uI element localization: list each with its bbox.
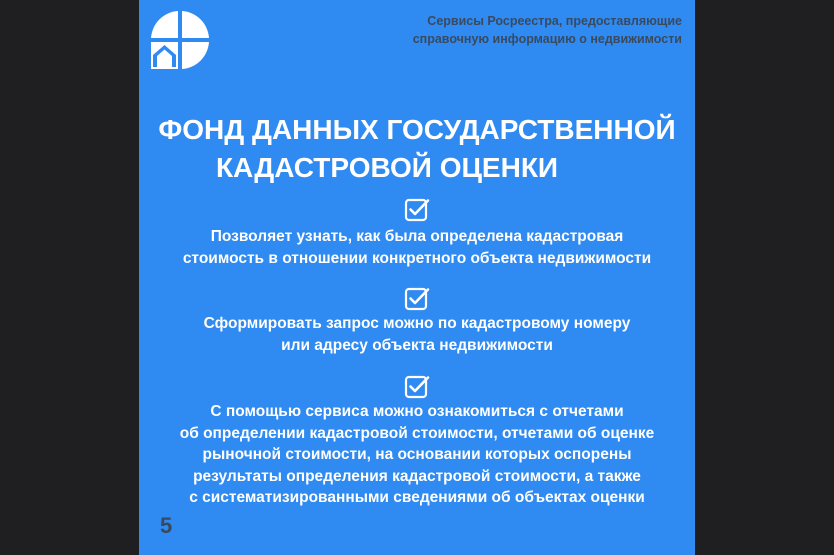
checkbox-icon — [404, 286, 430, 312]
list-item — [139, 313, 695, 356]
item-text-line: об определении кадастровой стоимости, отчетами об оценке — [179, 424, 655, 442]
item-text-line: Позволяет узнать, как была определена кадастровая — [210, 228, 624, 245]
header-line-1: Сервисы Росреестра, предоставляющие — [427, 14, 682, 28]
list-item — [139, 401, 695, 509]
item-text-line: С помощью сервиса можно ознакомиться с отчетами — [210, 403, 624, 420]
title-line-1: ФОНД ДАННЫХ ГОСУДАРСТВЕННОЙ — [158, 114, 676, 145]
item-text-line: Сформировать запрос можно по кадастровому номеру — [203, 315, 631, 332]
rosreestr-logo-icon — [149, 9, 211, 71]
title-line-2: КАДАСТРОВОЙ ОЦЕНКИ — [215, 152, 559, 183]
item-text-line: результаты определения кадастровой стоимости, а также — [193, 467, 641, 485]
item-text-line: с систематизированными сведениями об объектах оценки — [189, 489, 645, 506]
checkbox-icon — [404, 374, 430, 400]
item-text-line: стоимость в отношении конкретного объекта недвижимости — [182, 249, 652, 267]
item-text-line: рыночной стоимости, на основании которых оспорены — [202, 446, 632, 463]
header-line-2: справочную информацию о недвижимости — [412, 32, 682, 46]
checkbox-icon — [404, 197, 430, 223]
slide-panel — [139, 0, 695, 555]
item-text-line: или адресу объекта недвижимости — [281, 336, 553, 354]
header-caption — [352, 12, 682, 48]
list-item — [139, 226, 695, 269]
page-number: 5 — [160, 513, 173, 538]
